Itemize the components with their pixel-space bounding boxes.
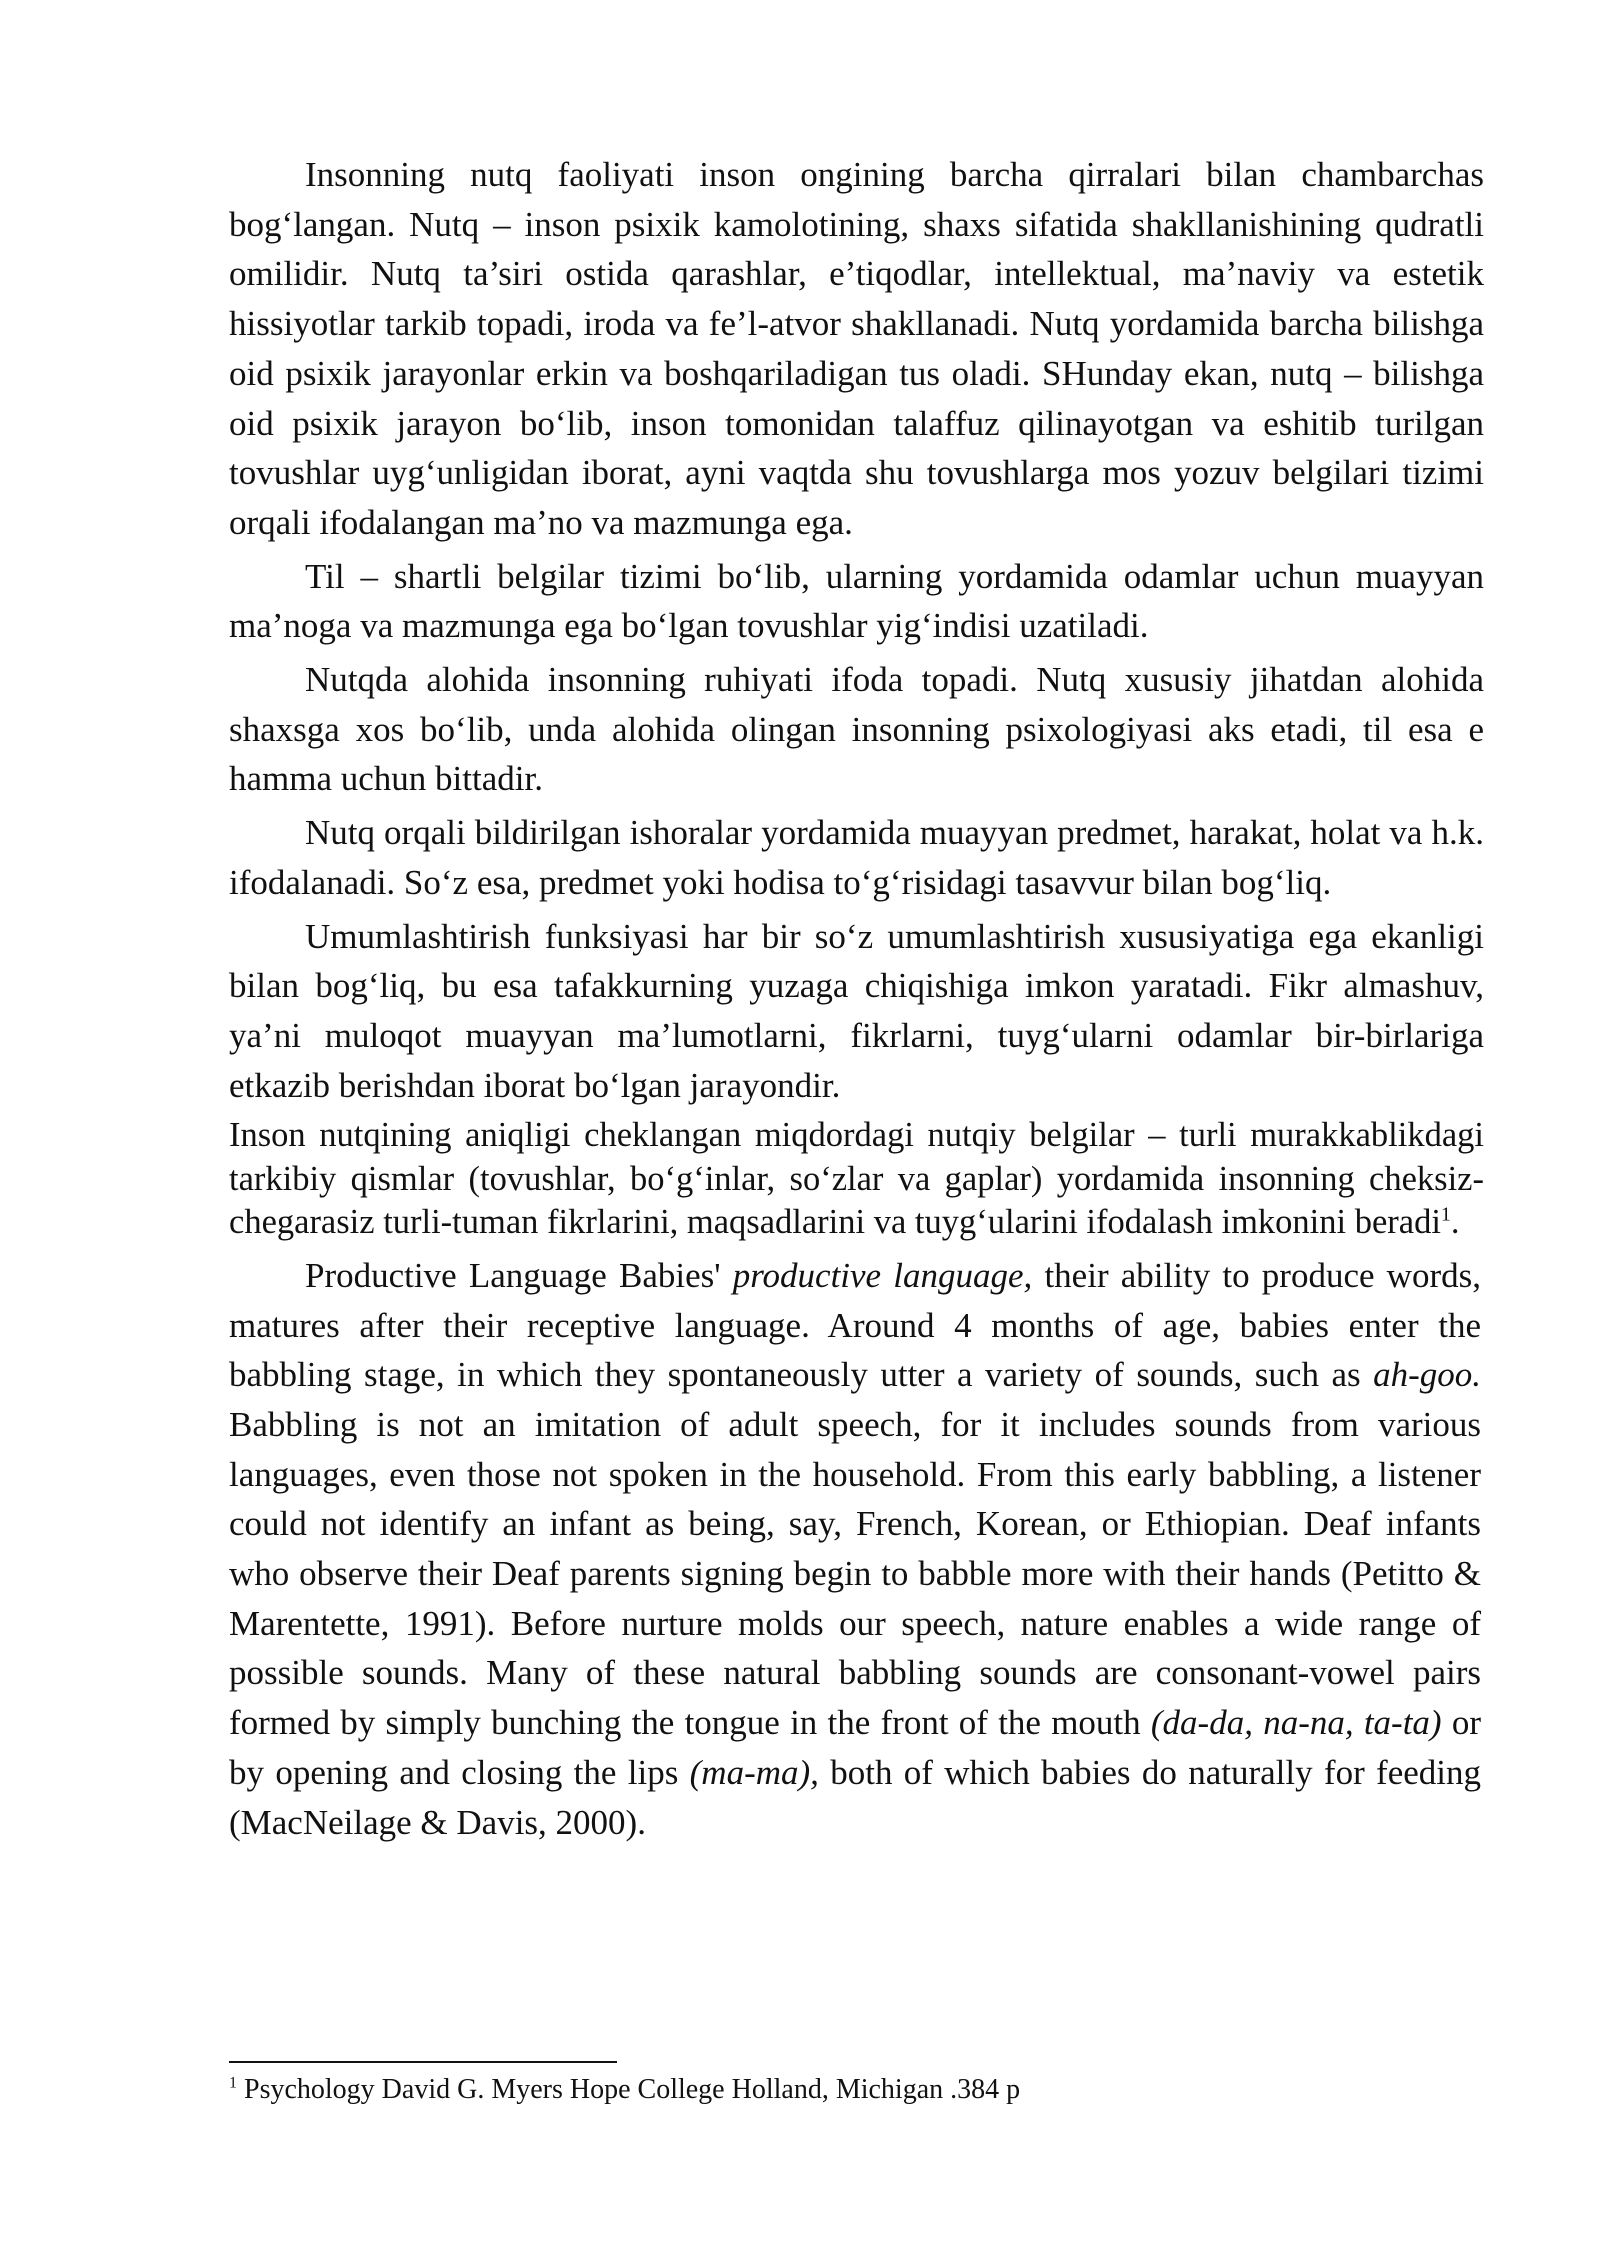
footnote: [229, 2073, 1429, 2107]
italic-example: ah-goo.: [1373, 1355, 1481, 1395]
paragraph-7-segment: Productive Language Babies': [305, 1255, 733, 1295]
body-text: [229, 150, 1484, 1847]
footnote-separator: [229, 2061, 617, 2063]
paragraph-6: [229, 1114, 1484, 1245]
footnote-marker: 1: [229, 2074, 237, 2092]
italic-example: (ma-ma),: [689, 1752, 819, 1792]
paragraph-6-end: .: [1450, 1203, 1460, 1242]
paragraph-1: Insonning nutq faoliyati inson ongining barcha qirralari bilan chambarchas bog‘langan. Nutq – inson psixik kamolotining, shaxs sifatida shakllanishining qudratli omilidir. Nutq ta’siri ostida qarashlar, e’tiqodlar, intellektual, ma’naviy va estetik hissiyotlar tarkib topadi, iroda va fe’l-atvor shakllanadi. Nutq yordamida barcha bilishga oid psixik jarayonlar erkin va boshqariladigan tus oladi. SHunday ekan, nutq – bilishga oid psixik jarayon bo‘lib, inson tomonidan talaffuz qilinayotgan va eshitib turilgan tovushlar uyg‘unligidan iborat, ayni vaqtda shu tovushlarga mos yozuv belgilari tizimi orqali ifodalangan ma’no va mazmunga ega.: [229, 155, 1484, 542]
paragraph-7-segment: or by opening and closing the lips: [229, 1703, 1481, 1792]
paragraph-7-segment: Babbling is not an imitation of adult speech, for it includes sounds from various languages, even those not spoken in the household. From this early babbling, a listener could not identify an infant as being, say, French, Korean, or Ethiopian. Deaf infants who observe their Deaf parents signing begin to babble more with their hands (Petitto & Marentette, 1991). Before nurture molds our speech, nature enables a wide range of possible sounds. Many of these natural babbling sounds are consonant-vowel pairs formed by simply bunching the tongue in the front of the mouth: [229, 1404, 1481, 1743]
paragraph-4: Nutq orqali bildirilgan ishoralar yordamida muayyan predmet, harakat, holat va h.k. ifodalanadi. So‘z esa, predmet yoki hodisa to‘g‘risidagi tasavvur bilan bog‘liq.: [229, 813, 1484, 902]
paragraph-3: Nutqda alohida insonning ruhiyati ifoda topadi. Nutq xususiy jihatdan alohida shaxsga xos bo‘lib, unda alohida olingan insonning psixologiyasi aks etadi, til esa e hamma uchun bittadir.: [229, 660, 1484, 799]
paragraph-7-segment: both of which babies do naturally for feeding (MacNeilage & Davis, 2000).: [229, 1752, 1481, 1842]
paragraph-7: [229, 1251, 1481, 1847]
paragraph-2: Til – shartli belgilar tizimi bo‘lib, ularning yordamida odamlar uchun muayyan ma’noga va mazmunga ega bo‘lgan tovushlar yig‘indisi uzatiladi.: [229, 556, 1484, 646]
paragraph-7-segment: their ability to produce words, matures after their receptive language. Around 4 months of age, babies enter the babbling stage, in which they spontaneously utter a variety of sounds, such as: [229, 1255, 1481, 1395]
italic-term: productive language,: [732, 1255, 1033, 1295]
paragraph-6-text: Inson nutqining aniqligi cheklangan miqdordagi nutqiy belgilar – turli murakkablikdagi tarkibiy qismlar (tovushlar, bo‘g‘inlar, so‘zlar va gaplar) yordamida insonning cheksiz-chegarasiz turli-tuman fikrlarini, maqsadlarini va tuyg‘ularini ifodalash imkonini beradi: [229, 1116, 1484, 1242]
footnote-text: Psychology David G. Myers Hope College Holland, Michigan .384 p: [237, 2074, 1021, 2105]
paragraph-5: Umumlashtirish funksiyasi har bir so‘z umumlashtirish xususiyatiga ega ekanligi bilan bog‘liq, bu esa tafakkurning yuzaga chiqishiga imkon yaratadi. Fikr almashuv, ya’ni muloqot muayyan ma’lumotlarni, fikrlarni, tuyg‘ularni odamlar bir-birlariga etkazib berishdan iborat bo‘lgan jarayondir.: [229, 916, 1484, 1105]
footnote-reference[interactable]: 1: [1440, 1203, 1451, 1226]
italic-example: (da-da, na-na, ta-ta): [1150, 1703, 1442, 1743]
